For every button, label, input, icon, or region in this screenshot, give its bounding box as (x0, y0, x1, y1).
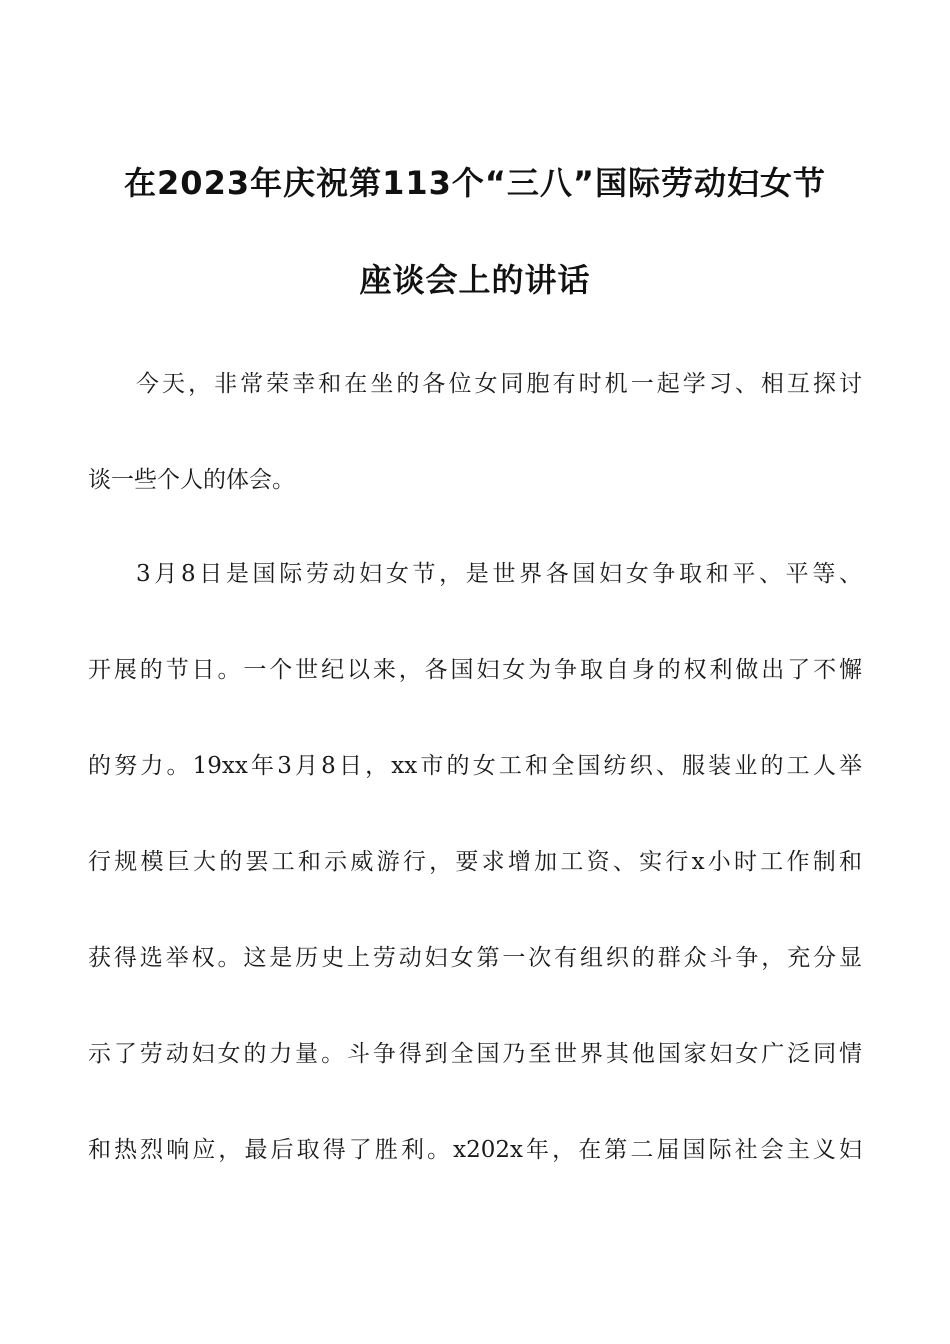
paragraph-2-line-4: 行规模巨大的罢工和示威游行，要求增加工资、实行x小时工作制和 (88, 849, 862, 875)
paragraph-2-line-3: 的努力。19xx年3月8日，xx市的女工和全国纺织、服装业的工人举 (88, 753, 862, 779)
paragraph-1-line-2: 谈一些个人的体会。 (88, 467, 295, 493)
paragraph-2-line-6: 示了劳动妇女的力量。斗争得到全国乃至世界其他国家妇女广泛同情 (88, 1041, 862, 1067)
paragraph-2-line-2: 开展的节日。一个世纪以来，各国妇女为争取自身的权利做出了不懈 (88, 657, 862, 683)
paragraph-2-line-5: 获得选举权。这是历史上劳动妇女第一次有组织的群众斗争，充分显 (88, 945, 862, 971)
paragraph-2-line-1: 3月8日是国际劳动妇女节，是世界各国妇女争取和平、平等、 (136, 561, 862, 587)
title-line-2: 座谈会上的讲话 (359, 261, 591, 299)
title-line-1: 在2023年庆祝第113个“三八”国际劳动妇女节 (124, 164, 826, 202)
paragraph-1-line-1: 今天，非常荣幸和在坐的各位女同胞有时机一起学习、相互探讨 (136, 371, 862, 397)
paragraph-2-line-7: 和热烈响应，最后取得了胜利。x202x年，在第二届国际社会主义妇 (88, 1137, 862, 1163)
